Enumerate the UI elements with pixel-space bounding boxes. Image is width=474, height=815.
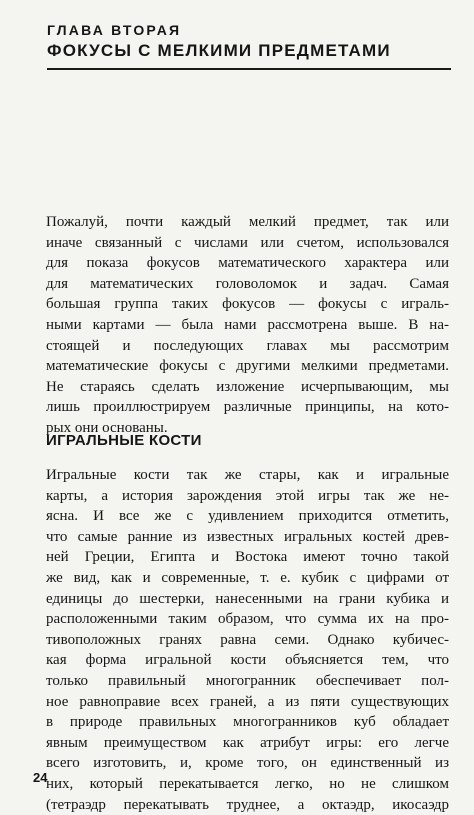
text-line: всего изготовить, и, кроме того, он единственный из	[46, 753, 449, 774]
text-line: Игральные кости так же стары, как и игральные	[46, 465, 449, 486]
text-line: явным преимуществом как атрибут игры: его легче	[46, 733, 449, 754]
text-line: ное равноправие всех граней, а из пяти существующих	[46, 692, 449, 713]
text-line: математические фокусы с другими мелкими предметами.	[46, 356, 449, 377]
text-line: для математических головоломок и задач. Самая	[46, 274, 449, 295]
chapter-title: ФОКУСЫ С МЕЛКИМИ ПРЕДМЕТАМИ	[47, 40, 391, 62]
text-line: только правильный многогранник обеспечивает пол-	[46, 671, 449, 692]
text-line: в природе правильных многогранников куб обладает	[46, 712, 449, 733]
text-line: большая группа таких фокусов — фокусы с играль-	[46, 294, 449, 315]
text-line: тивоположных гранях равна семи. Однако кубичес-	[46, 630, 449, 651]
text-line: же вид, как и современные, т. е. кубик с цифрами от	[46, 568, 449, 589]
text-line: расположенными таким образом, что сумма их на про-	[46, 609, 449, 630]
text-line: единицы до шестерки, нанесенными на грани кубика и	[46, 589, 449, 610]
text-line: для показа фокусов математического характера или	[46, 253, 449, 274]
text-line: кая форма игральной кости объясняется тем, что	[46, 650, 449, 671]
text-line: лишь проиллюстрируем различные принципы, на кото-	[46, 397, 449, 418]
section-heading: ИГРАЛЬНЫЕ КОСТИ	[46, 432, 202, 450]
intro-paragraph	[46, 212, 449, 439]
text-line: них, который перекатывается легко, но не слишком	[46, 774, 449, 795]
text-line: что самые ранние из известных игральных костей древ-	[46, 527, 449, 548]
page-number: 24	[33, 770, 47, 785]
text-line: ясна. И все же с удивлением приходится отметить,	[46, 506, 449, 527]
text-line: Не стараясь сделать изложение исчерпывающим, мы	[46, 377, 449, 398]
text-line: карты, а история зарождения этой игры так же не-	[46, 486, 449, 507]
text-line: стоящей и последующих главах мы рассмотрим	[46, 336, 449, 357]
text-line: иначе связанный с числами или счетом, использовался	[46, 233, 449, 254]
text-line: ней Греции, Египта и Востока имеют точно такой	[46, 547, 449, 568]
chapter-label: ГЛАВА ВТОРАЯ	[47, 22, 181, 38]
text-line: рых они основаны.	[46, 418, 449, 439]
text-line: (тетраэдр перекатывать труднее, а октаэдр, икосаэдр	[46, 795, 449, 815]
text-line: ными картами — была нами рассмотрена выше. В на-	[46, 315, 449, 336]
text-line: Пожалуй, почти каждый мелкий предмет, так или	[46, 212, 449, 233]
section-paragraph	[46, 465, 449, 815]
title-rule	[47, 68, 451, 70]
